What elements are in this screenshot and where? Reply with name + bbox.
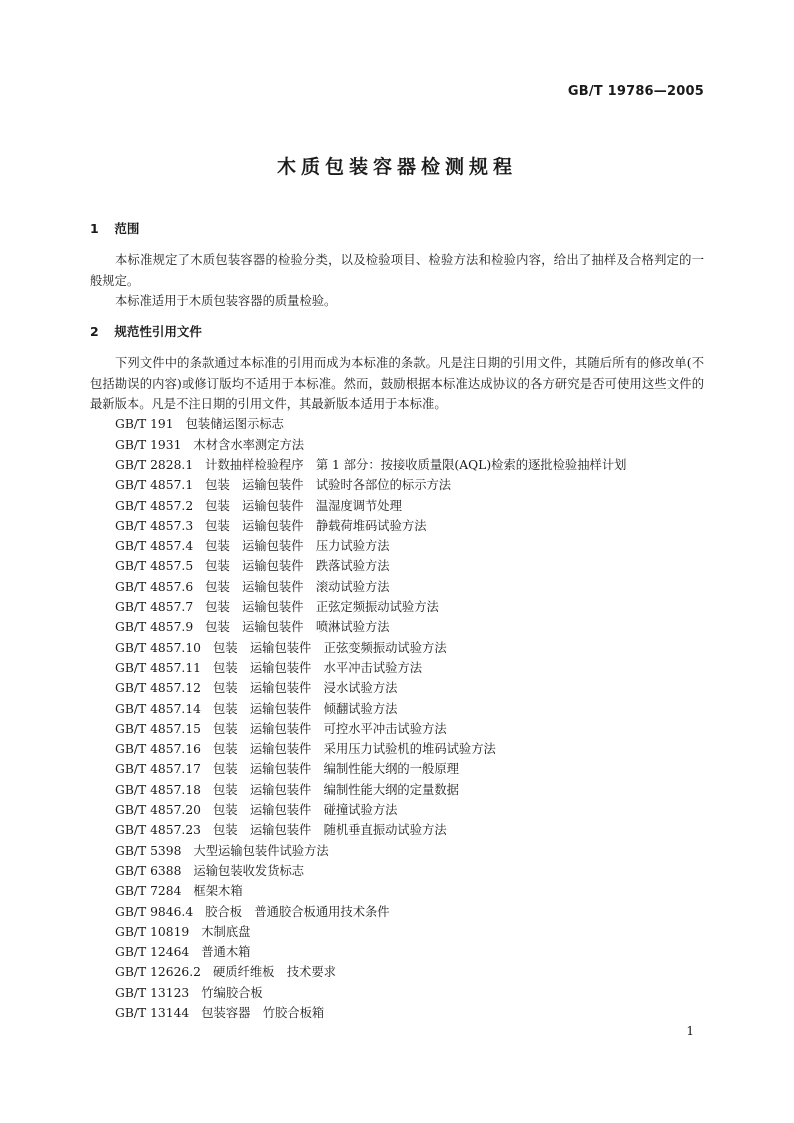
reference-code: GB/T 1931 xyxy=(115,437,182,452)
normative-intro-paragraph: 下列文件中的条款通过本标准的引用而成为本标准的条款。凡是注日期的引用文件，其随后所有的修改单(不包括勘误的内容)或修订版均不适用于本标准。然而，鼓励根据本标准达成协议的各方研究是否可使用这些文件的最新版本。凡是不注日期的引用文件，其最新版本适用于本标准。 xyxy=(90,356,704,412)
reference-code: GB/T 4857.2 xyxy=(115,498,194,513)
reference-code: GB/T 4857.16 xyxy=(115,742,201,757)
reference-code: GB/T 4857.11 xyxy=(115,660,201,675)
section-number: 2 xyxy=(90,324,99,340)
reference-title: 木制底盘 xyxy=(201,924,251,939)
reference-code: GB/T 4857.4 xyxy=(115,539,194,554)
reference-item xyxy=(90,962,704,982)
reference-code: GB/T 4857.15 xyxy=(115,721,201,736)
reference-item xyxy=(90,759,704,779)
section-heading-scope xyxy=(90,219,704,239)
reference-item xyxy=(90,820,704,840)
reference-title: 包装 运输包装件 可控水平冲击试验方法 xyxy=(212,721,447,736)
reference-code: GB/T 9846.4 xyxy=(115,904,194,919)
reference-item xyxy=(90,983,704,1003)
reference-code: GB/T 191 xyxy=(115,417,174,432)
reference-title: 包装容器 竹胶合板箱 xyxy=(201,1005,325,1020)
reference-title: 胶合板 普通胶合板通用技术条件 xyxy=(205,904,390,919)
reference-item xyxy=(90,455,704,475)
reference-item xyxy=(90,638,704,658)
section-title: 范围 xyxy=(114,221,140,236)
reference-title: 包装 运输包装件 压力试验方法 xyxy=(205,539,390,554)
reference-title: 运输包装收发货标志 xyxy=(193,863,305,878)
reference-code: GB/T 13123 xyxy=(115,985,190,1000)
scope-paragraph-1: 本标准规定了木质包装容器的检验分类，以及检验项目、检验方法和检验内容，给出了抽样及合格判定的一般规定。 xyxy=(90,253,704,288)
section-title: 规范性引用文件 xyxy=(114,324,202,340)
reference-item xyxy=(90,678,704,698)
reference-item xyxy=(90,577,704,597)
reference-item xyxy=(90,902,704,922)
reference-item xyxy=(90,719,704,739)
reference-title: 计数抽样检验程序 第 1 部分：按接收质量限(AQL)检索的逐批检验抽样计划 xyxy=(205,457,627,472)
section-heading-normative-references xyxy=(90,322,704,342)
reference-title: 包装 运输包装件 正弦变频振动试验方法 xyxy=(212,640,447,655)
standard-number: GB/T 19786—2005 xyxy=(567,84,704,99)
reference-title: 大型运输包装件试验方法 xyxy=(193,843,329,858)
reference-item xyxy=(90,516,704,536)
reference-list xyxy=(90,414,704,1023)
reference-item xyxy=(90,780,704,800)
reference-title: 包装 运输包装件 静载荷堆码试验方法 xyxy=(205,518,427,533)
scope-paragraph-2: 本标准适用于木质包装容器的质量检验。 xyxy=(115,293,337,308)
reference-title: 包装 运输包装件 跌落试验方法 xyxy=(205,559,390,574)
reference-title: 包装 运输包装件 试验时各部位的标示方法 xyxy=(205,478,452,493)
reference-code: GB/T 4857.20 xyxy=(115,803,201,818)
reference-title: 包装 运输包装件 喷淋试验方法 xyxy=(205,620,390,635)
reference-code: GB/T 4857.17 xyxy=(115,762,201,777)
reference-item xyxy=(90,435,704,455)
reference-code: GB/T 4857.9 xyxy=(115,620,194,635)
reference-item xyxy=(90,658,704,678)
reference-title: 竹编胶合板 xyxy=(201,985,263,1000)
reference-title: 包装 运输包装件 随机垂直振动试验方法 xyxy=(212,823,447,838)
reference-code: GB/T 5398 xyxy=(115,843,182,858)
reference-title: 包装 运输包装件 碰撞试验方法 xyxy=(212,803,398,818)
reference-item xyxy=(90,841,704,861)
reference-code: GB/T 4857.14 xyxy=(115,701,201,716)
reference-item xyxy=(90,861,704,881)
reference-item xyxy=(90,739,704,759)
reference-item xyxy=(90,922,704,942)
reference-code: GB/T 4857.10 xyxy=(115,640,201,655)
reference-title: 包装 运输包装件 倾翻试验方法 xyxy=(212,701,398,716)
reference-code: GB/T 10819 xyxy=(115,924,190,939)
reference-title: 框架木箱 xyxy=(193,884,243,899)
reference-title: 包装 运输包装件 编制性能大纲的一般原理 xyxy=(212,762,459,777)
reference-code: GB/T 7284 xyxy=(115,884,182,899)
reference-item xyxy=(90,617,704,637)
reference-item xyxy=(90,800,704,820)
reference-code: GB/T 4857.1 xyxy=(115,478,194,493)
reference-item xyxy=(90,597,704,617)
reference-title: 包装 运输包装件 滚动试验方法 xyxy=(205,579,390,594)
reference-code: GB/T 6388 xyxy=(115,863,182,878)
reference-code: GB/T 4857.6 xyxy=(115,579,194,594)
reference-title: 包装 运输包装件 正弦定频振动试验方法 xyxy=(205,600,439,615)
reference-code: GB/T 4857.5 xyxy=(115,559,194,574)
reference-item xyxy=(90,699,704,719)
reference-title: 包装 运输包装件 浸水试验方法 xyxy=(212,681,398,696)
reference-title: 木材含水率测定方法 xyxy=(193,437,305,452)
reference-title: 包装 运输包装件 温湿度调节处理 xyxy=(205,498,402,513)
reference-title: 普通木箱 xyxy=(201,945,251,960)
reference-code: GB/T 13144 xyxy=(115,1005,190,1020)
document-title: 木质包装容器检测规程 xyxy=(276,156,517,178)
reference-title: 硬质纤维板 技术要求 xyxy=(212,965,336,980)
reference-title: 包装 运输包装件 采用压力试验机的堆码试验方法 xyxy=(212,742,496,757)
reference-item xyxy=(90,536,704,556)
reference-code: GB/T 4857.12 xyxy=(115,681,201,696)
reference-item xyxy=(90,414,704,434)
reference-title: 包装 运输包装件 水平冲击试验方法 xyxy=(212,660,423,675)
reference-item xyxy=(90,556,704,576)
reference-item xyxy=(90,496,704,516)
reference-code: GB/T 12464 xyxy=(115,945,190,960)
section-number: 1 xyxy=(90,221,99,236)
reference-code: GB/T 4857.18 xyxy=(115,782,201,797)
reference-code: GB/T 4857.7 xyxy=(115,600,194,615)
document-body xyxy=(90,219,704,1023)
reference-item xyxy=(90,475,704,495)
reference-item xyxy=(90,881,704,901)
reference-code: GB/T 4857.23 xyxy=(115,823,201,838)
reference-item xyxy=(90,1003,704,1023)
reference-code: GB/T 4857.3 xyxy=(115,518,194,533)
reference-item xyxy=(90,942,704,962)
reference-code: GB/T 2828.1 xyxy=(115,457,194,472)
reference-code: GB/T 12626.2 xyxy=(115,965,201,980)
reference-title: 包装储运图示标志 xyxy=(185,417,284,432)
reference-title: 包装 运输包装件 编制性能大纲的定量数据 xyxy=(212,782,459,797)
page-number: 1 xyxy=(686,1024,694,1038)
